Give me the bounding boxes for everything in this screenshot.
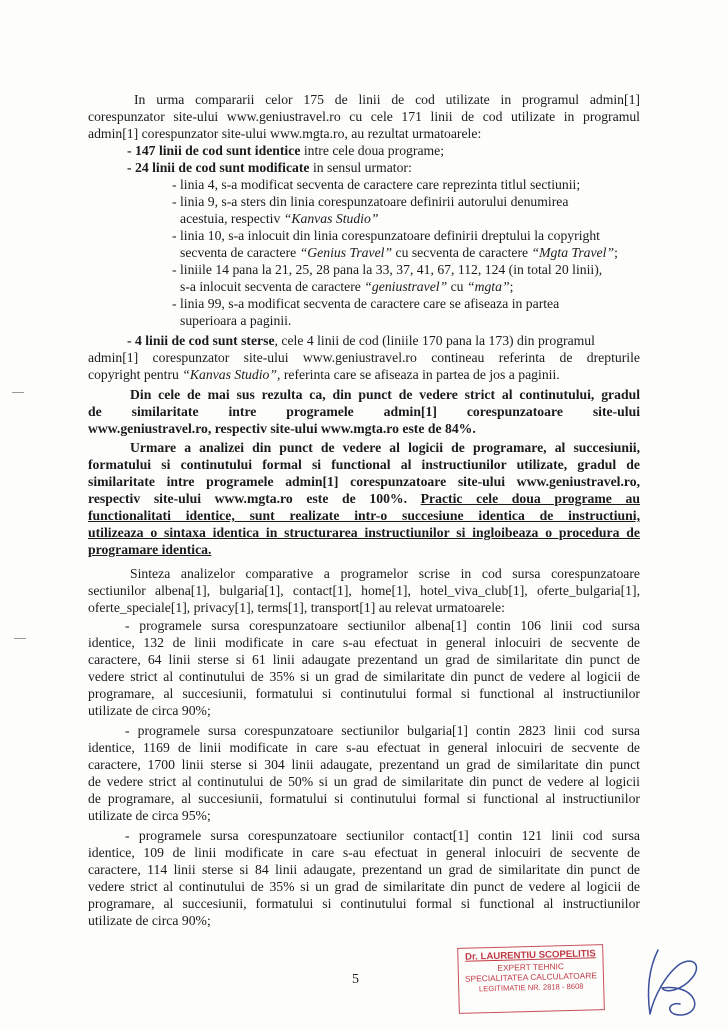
stamp-specialty: SPECIALITATEA CALCULATOARE	[464, 970, 598, 984]
sub-line-14a: - liniile 14 pana la 21, 25, 28 pana la 33, 37, 41, 67, 112, 124 (in total 20 linii),	[172, 262, 603, 277]
contact-line-5: programare, al succesiunii, formatului si continutului formal si functional al instructiunilor	[88, 896, 640, 911]
conclusion-logic-line-5: functionalitati identice, sunt realizate intr-o succesiune identica de instructiuni,	[88, 508, 640, 523]
conclusion-content-line-2: de similaritate intre programele admin[1] corespunzatoare site-ului	[88, 404, 640, 419]
stamp-name: Dr. LAURENTIU SCOPELITIS	[464, 948, 596, 963]
sub-line-10b: secventa de caractere “Genius Travel” cu secventa de caractere “Mgta Travel”;	[180, 245, 618, 260]
sub-line-99b: superioara a paginii.	[180, 313, 292, 328]
page-number: 5	[352, 972, 359, 987]
bullet-identical-lines: - 147 linii de cod sunt identice intre cele doua programe;	[127, 143, 445, 158]
conclusion-content-line-3: www.geniustravel.ro, respectiv site-ului www.mgta.ro este de 84%.	[88, 421, 476, 436]
contact-line-1: - programele sursa corespunzatoare sectiunilor contact[1] contin 121 linii cod sursa	[125, 828, 640, 843]
conclusion-content-line-1: Din cele de mai sus rezulta ca, din punct de vedere strict al continutului, gradul	[130, 387, 640, 402]
contact-line-3: caractere, 114 linii sterse si 84 linii adaugate, prezentand un grad de similaritate din punct de	[88, 862, 640, 877]
bulgaria-line-6: utilizate de circa 95%;	[88, 808, 211, 823]
signature-stroke	[648, 950, 696, 1015]
contact-line-4: vedere strict al continutului de 35% si un grad de similaritate din punct de vedere al logicii de	[88, 879, 640, 894]
contact-line-2: identice, 109 de linii modificate in care s-au efectuat in general inlocuiri de secvente de	[88, 845, 640, 860]
margin-scan-mark	[14, 638, 26, 639]
bulgaria-line-1: - programele sursa corespunzatoare sectiunilor bulgaria[1] contin 2823 linii cod sursa	[125, 723, 640, 738]
bullet-deleted-lines: - 4 linii de cod sunt sterse, cele 4 linii de cod (liniile 170 pana la 173) din programul	[127, 333, 595, 348]
bulgaria-line-3: caractere, 1700 linii sterse si 304 linii adaugate, prezentand un grad de similaritate din punct	[88, 757, 640, 772]
signature	[636, 944, 708, 1024]
sub-line-4: - linia 4, s-a modificat secventa de caractere care reprezinta titlul sectiunii;	[172, 177, 581, 192]
conclusion-logic-line-4: respectiv site-ului www.mgta.ro este de 100%. Practic cele doua programe au	[88, 491, 640, 506]
deleted-lines-line-3: copyright pentru “Kanvas Studio”, referinta care se afiseaza in partea de jos a paginii.	[88, 367, 560, 382]
synthesis-line-1: Sinteza analizelor comparative a programelor scrise in cod sursa corespunzatoare	[130, 566, 640, 581]
synthesis-line-2: sectiunilor albena[1], bulgaria[1], contact[1], home[1], hotel_viva_club[1], oferte_bulgaria[1],	[88, 583, 640, 598]
contact-line-6: utilizate de circa 90%;	[88, 913, 211, 928]
deleted-lines-line-2: admin[1] corespunzator site-ului www.geniustravel.ro contineau referinta de drepturile	[88, 350, 640, 365]
sub-line-99a: - linia 99, s-a modificat secventa de caractere care se afiseaza in partea	[172, 296, 560, 311]
albena-line-2: identice, 132 de linii modificate in care s-au efectuat in general inlocuiri de secvente de	[88, 635, 640, 650]
conclusion-logic-line-7: programare identica.	[88, 542, 212, 557]
sub-line-9a: - linia 9, s-a sters din linia corespunzatoare definirii autorului denumirea	[172, 194, 569, 209]
albena-line-6: utilizate de circa 90%;	[88, 703, 211, 718]
albena-line-5: programare, al succesiunii, formatului si continutului formal si functional al instructiunilor	[88, 686, 640, 701]
conclusion-logic-line-6: utilizeaza o sintaxa identica in structurarea instructiunilor si ingloibeaza o procedura de	[88, 525, 640, 540]
bullet-modified-lines: - 24 linii de cod sunt modificate in sensul urmator:	[127, 160, 412, 175]
synthesis-line-3: oferte_speciale[1], privacy[1], terms[1], transport[1] au relevat urmatoarele:	[88, 600, 505, 615]
intro-line-3: admin[1] corespunzator site-ului www.mgta.ro, au rezultat urmatoarele:	[88, 126, 482, 141]
albena-line-1: - programele sursa corespunzatoare sectiunilor albena[1] contin 106 linii cod sursa	[125, 618, 640, 633]
expert-stamp	[457, 944, 605, 1014]
albena-line-4: vedere strict al continutului de 35% si un grad de similaritate din punct de vedere al logicii de	[88, 669, 640, 684]
bulgaria-line-4: de vedere strict al continutului de 50% si un grad de similaritate din punct de vedere al logicii	[88, 774, 640, 789]
bulgaria-line-5: de programare, al succesiunii, formatului si continutului formal si functional al instructiunilor	[88, 791, 640, 806]
conclusion-logic-line-2: formatului si continutului formal si functional al instructiunilor utilizate, gradul de	[88, 457, 640, 472]
stamp-title: EXPERT TEHNIC	[497, 960, 565, 973]
stamp-license: LEGITIMATIE NR. 2818 - 8608	[478, 981, 584, 993]
sub-line-10a: - linia 10, s-a inlocuit din linia corespunzatoare definirii dreptului la copyright	[172, 228, 600, 243]
intro-line-1: In urma compararii celor 175 de linii de cod utilizate in programul admin[1]	[134, 92, 640, 107]
sub-line-9b: acestuia, respectiv “Kanvas Studio”	[180, 211, 379, 226]
sub-line-14b: s-a inlocuit secventa de caractere “geniustravel” cu “mgta”;	[180, 279, 514, 294]
conclusion-logic-line-3: similaritate intre programele admin[1] corespunzatoare site-ului www.geniustravel.ro,	[88, 474, 640, 489]
intro-line-2: corespunzator site-ului www.geniustravel.ro cu cele 171 linii de cod utilizate in programul	[88, 109, 640, 124]
albena-line-3: caractere, 64 linii sterse si 61 linii adaugate prezentand un grad de similaritate din punct de	[88, 652, 640, 667]
margin-scan-mark	[12, 392, 24, 393]
bulgaria-line-2: identice, 1169 de linii modificate in care s-au efectuat in general inlocuiri de secvente de	[88, 740, 640, 755]
conclusion-logic-line-1: Urmare a analizei din punct de vedere al logicii de programare, al succesiunii,	[130, 440, 640, 455]
